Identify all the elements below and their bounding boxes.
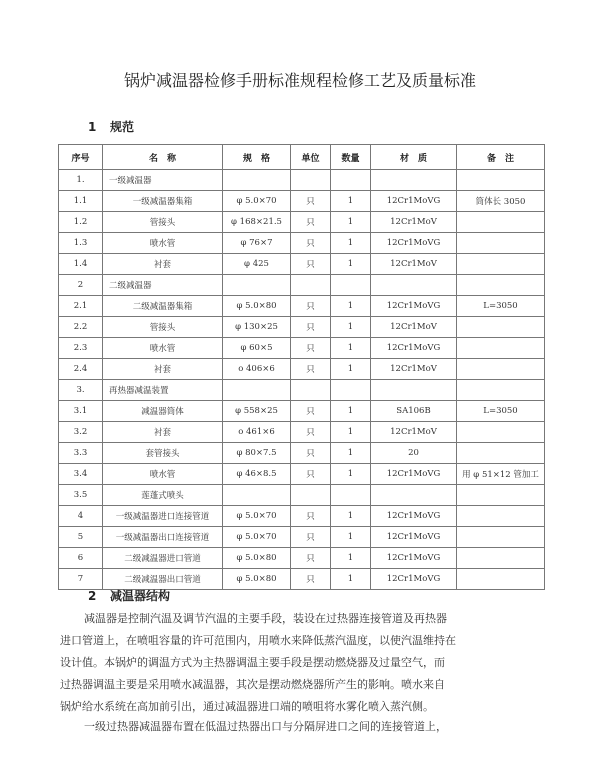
cell-material [371,380,457,401]
cell-no: 2.3 [59,338,103,359]
cell-no: 3.2 [59,422,103,443]
cell-spec [223,275,291,296]
cell-material: 12Cr1MoVG [371,464,457,485]
cell-no: 1.3 [59,233,103,254]
cell-material: 12Cr1MoVG [371,233,457,254]
cell-name: 二级减温器出口管道 [103,569,223,590]
table-header-row [59,145,545,170]
cell-no: 1.2 [59,212,103,233]
cell-material [371,485,457,506]
cell-remark [457,569,545,590]
cell-remark [457,212,545,233]
cell-remark [457,548,545,569]
cell-name: 二级减温器集箱 [103,296,223,317]
section-title: 减温器结构 [110,589,171,603]
cell-qty: 1 [331,506,371,527]
cell-material: 20 [371,443,457,464]
cell-spec: φ 46×8.5 [223,464,291,485]
table-row [59,506,545,527]
cell-name: 喷水管 [103,464,223,485]
table-row [59,233,545,254]
cell-spec: φ 5.0×80 [223,296,291,317]
section-title: 规范 [110,120,135,134]
cell-unit: 只 [291,569,331,590]
cell-remark [457,170,545,191]
table-row [59,359,545,380]
cell-material: 12Cr1MoVG [371,548,457,569]
cell-material: SA106B [371,401,457,422]
cell-qty: 1 [331,233,371,254]
cell-unit: 只 [291,506,331,527]
cell-spec: φ 5.0×70 [223,527,291,548]
cell-no: 2.2 [59,317,103,338]
cell-unit: 只 [291,233,331,254]
cell-spec: φ 76×7 [223,233,291,254]
table-row [59,464,545,485]
table-row [59,254,545,275]
header-name: 名 称 [103,145,223,170]
cell-remark [457,275,545,296]
header-spec: 规 格 [223,145,291,170]
cell-remark [457,380,545,401]
cell-unit [291,170,331,191]
table-row [59,317,545,338]
table-row [59,170,545,191]
section-number: 1 [88,120,97,134]
cell-remark: 筒体长 3050 [457,191,545,212]
cell-qty: 1 [331,464,371,485]
cell-unit: 只 [291,317,331,338]
table-row [59,527,545,548]
body-paragraph [60,716,520,738]
body-paragraph [60,608,520,718]
cell-qty [331,485,371,506]
paragraph-line: 锅炉给水系统在高加前引出，通过减温器进口端的喷咀将水雾化喷入蒸汽侧。 [60,700,434,713]
cell-qty [331,380,371,401]
cell-no: 3.5 [59,485,103,506]
table-row [59,443,545,464]
cell-unit: 只 [291,443,331,464]
cell-unit: 只 [291,254,331,275]
cell-material: 12Cr1MoV [371,317,457,338]
cell-unit: 只 [291,296,331,317]
cell-name: 喷水管 [103,338,223,359]
header-unit: 单位 [291,145,331,170]
table-row [59,380,545,401]
cell-unit: 只 [291,191,331,212]
cell-name: 一级减温器 [103,170,223,191]
cell-name: 衬套 [103,422,223,443]
cell-spec: φ 60×5 [223,338,291,359]
cell-spec [223,380,291,401]
table-row [59,191,545,212]
cell-no: 1.1 [59,191,103,212]
cell-qty: 1 [331,338,371,359]
cell-qty: 1 [331,191,371,212]
cell-material: 12Cr1MoV [371,212,457,233]
cell-spec: φ 5.0×70 [223,191,291,212]
cell-qty: 1 [331,212,371,233]
cell-remark [457,317,545,338]
cell-qty [331,275,371,296]
paragraph-line: 设计值。本锅炉的调温方式为主热器调温主要手段是摆动燃烧器及过量空气，而 [60,656,445,669]
section-2-heading [88,587,170,604]
cell-name: 衬套 [103,359,223,380]
cell-remark: L=3050 [457,401,545,422]
cell-spec [223,485,291,506]
cell-name: 一级减温器出口连接管道 [103,527,223,548]
table-row [59,485,545,506]
cell-name: 莲蓬式喷头 [103,485,223,506]
cell-qty: 1 [331,359,371,380]
cell-material: 12Cr1MoV [371,422,457,443]
cell-name: 管接头 [103,212,223,233]
cell-material: 12Cr1MoVG [371,338,457,359]
cell-no: 1.4 [59,254,103,275]
cell-unit [291,380,331,401]
cell-spec: φ 5.0×70 [223,506,291,527]
cell-name: 二级减温器进口管道 [103,548,223,569]
cell-material: 12Cr1MoVG [371,191,457,212]
cell-spec: φ 80×7.5 [223,443,291,464]
cell-spec: ο 406×6 [223,359,291,380]
cell-no: 2.1 [59,296,103,317]
header-qty: 数量 [331,145,371,170]
cell-unit: 只 [291,338,331,359]
cell-spec [223,170,291,191]
cell-unit: 只 [291,401,331,422]
cell-remark [457,338,545,359]
cell-qty: 1 [331,296,371,317]
paragraph-line: 过热器调温主要是采用喷水减温器，其次是摆动燃烧器所产生的影响。喷水来自 [60,678,445,691]
cell-unit [291,485,331,506]
cell-name: 再热器减温装置 [103,380,223,401]
table-row [59,401,545,422]
cell-qty: 1 [331,527,371,548]
table-row [59,422,545,443]
cell-qty: 1 [331,443,371,464]
cell-material: 12Cr1MoVG [371,569,457,590]
cell-material [371,275,457,296]
cell-remark [457,359,545,380]
header-remark: 备 注 [457,145,545,170]
cell-qty: 1 [331,317,371,338]
cell-no: 7 [59,569,103,590]
cell-qty: 1 [331,254,371,275]
cell-no: 5 [59,527,103,548]
cell-qty: 1 [331,401,371,422]
cell-remark [457,233,545,254]
cell-remark [457,443,545,464]
cell-unit: 只 [291,359,331,380]
cell-remark: 用 φ 51×12 管加工 [457,464,545,485]
cell-material: 12Cr1MoVG [371,296,457,317]
cell-unit: 只 [291,548,331,569]
cell-unit: 只 [291,212,331,233]
cell-material: 12Cr1MoVG [371,527,457,548]
cell-qty: 1 [331,548,371,569]
cell-material: 12Cr1MoVG [371,506,457,527]
table-row [59,548,545,569]
cell-material [371,170,457,191]
document-title: 锅炉减温器检修手册标准规程检修工艺及质量标准 [123,71,476,90]
header-no: 序号 [59,145,103,170]
cell-remark [457,422,545,443]
cell-name: 喷水管 [103,233,223,254]
cell-name: 一级减温器进口连接管道 [103,506,223,527]
cell-unit [291,275,331,296]
cell-no: 3.1 [59,401,103,422]
cell-name: 一级减温器集箱 [103,191,223,212]
cell-no: 3.3 [59,443,103,464]
cell-qty: 1 [331,569,371,590]
cell-remark [457,254,545,275]
cell-no: 2 [59,275,103,296]
cell-material: 12Cr1MoV [371,359,457,380]
cell-remark [457,527,545,548]
cell-remark [457,485,545,506]
cell-name: 衬套 [103,254,223,275]
cell-spec: φ 5.0×80 [223,548,291,569]
cell-name: 减温器筒体 [103,401,223,422]
cell-spec: φ 425 [223,254,291,275]
cell-spec: φ 130×25 [223,317,291,338]
cell-remark: L=3050 [457,296,545,317]
table-row [59,212,545,233]
cell-name: 管接头 [103,317,223,338]
table-row [59,275,545,296]
table-row [59,296,545,317]
cell-no: 2.4 [59,359,103,380]
paragraph-line: 一级过热器减温器布置在低温过热器出口与分隔屏进口之间的连接管道上， [84,720,447,733]
cell-spec: φ 558×25 [223,401,291,422]
cell-remark [457,506,545,527]
cell-spec: φ 5.0×80 [223,569,291,590]
cell-name: 二级减温器 [103,275,223,296]
cell-unit: 只 [291,422,331,443]
cell-spec: ο 461×6 [223,422,291,443]
section-1-heading [88,118,134,135]
cell-unit: 只 [291,527,331,548]
cell-no: 6 [59,548,103,569]
paragraph-line: 减温器是控制汽温及调节汽温的主要手段，装设在过热器连接管道及再热器 [84,612,447,625]
table-row [59,338,545,359]
cell-no: 3.4 [59,464,103,485]
cell-no: 1. [59,170,103,191]
cell-spec: φ 168×21.5 [223,212,291,233]
paragraph-line: 进口管道上，在喷咀容量的许可范围内，用喷水来降低蒸汽温度，以使汽温维持在 [60,634,456,647]
cell-qty: 1 [331,422,371,443]
header-material: 材 质 [371,145,457,170]
spec-table [58,144,545,590]
cell-no: 3. [59,380,103,401]
cell-unit: 只 [291,464,331,485]
cell-material: 12Cr1MoV [371,254,457,275]
section-number: 2 [88,589,97,603]
cell-qty [331,170,371,191]
cell-name: 套管接头 [103,443,223,464]
cell-no: 4 [59,506,103,527]
